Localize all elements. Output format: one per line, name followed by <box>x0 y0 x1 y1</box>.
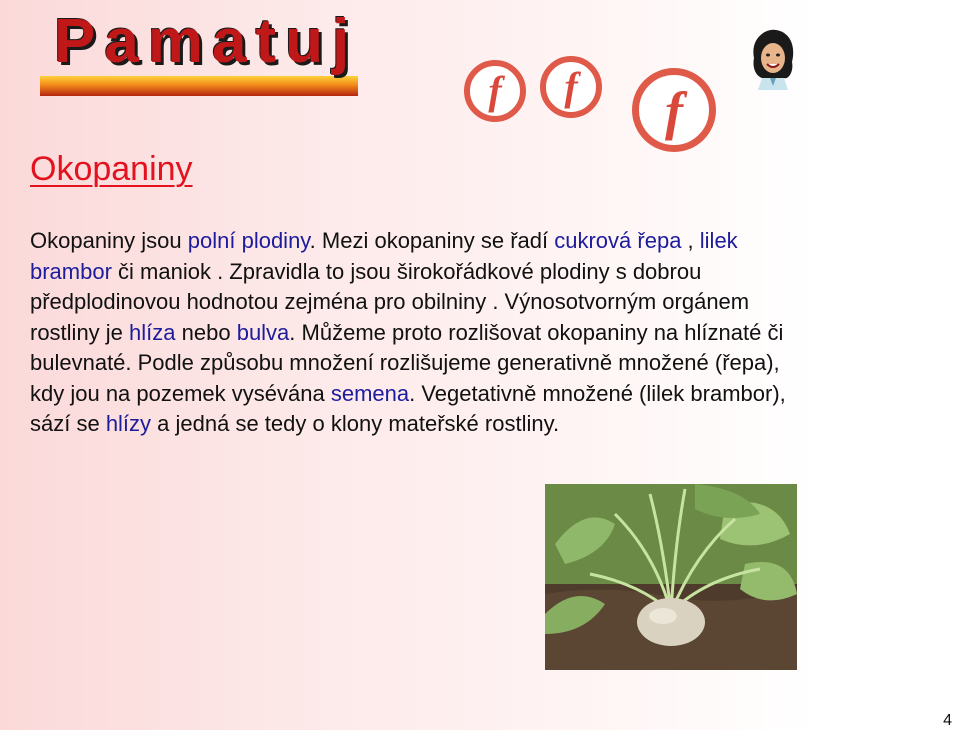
link-hlizy[interactable]: hlízy <box>105 411 152 436</box>
text-segment: . Mezi okopaniny se řadí <box>309 228 555 253</box>
teacher-avatar-icon <box>748 28 798 90</box>
page-number: 4 <box>943 712 952 729</box>
text-segment: či maniok . Zpravidla to jsou širokořádkové plodiny s dobrou předplodinovou hodnotou zejména pro obilniny . Výnosotvorným orgánem rostliny je <box>30 258 750 345</box>
text-segment: Okopaniny jsou <box>30 228 188 253</box>
link-semena[interactable]: semena <box>330 380 410 406</box>
f-badge-icon <box>540 56 602 118</box>
text-segment: , <box>681 228 700 253</box>
pamatuj-logo <box>40 6 360 96</box>
f-badge-letter: f <box>564 64 578 109</box>
link-lilek-brambor[interactable]: lilek brambor <box>30 228 738 284</box>
link-hliza[interactable]: hlíza <box>129 319 176 345</box>
text-segment: nebo <box>175 319 237 345</box>
page-title: Okopaniny <box>30 150 193 188</box>
text-segment: . Vegetativně množené (lilek brambor), sází se <box>30 380 786 436</box>
text-segment: . Můžeme proto rozlišovat okopaniny na hlíznaté či bulevnaté. Podle způsobu množení rozlišujeme generativně množené (řepa), kdy jou na pozemek vysévána <box>30 319 784 406</box>
flames-decoration <box>40 76 358 96</box>
body-paragraph <box>30 226 790 440</box>
text-segment: a jedná se tedy o klony mateřské rostliny. <box>151 411 560 436</box>
link-cukrova-repa[interactable]: cukrová řepa <box>554 228 682 253</box>
logo-text: Pamatuj <box>54 7 359 76</box>
sugar-beet-photo <box>545 484 797 670</box>
f-badge-letter: f <box>488 68 502 113</box>
link-bulva[interactable]: bulva <box>236 319 290 345</box>
f-badge-letter: f <box>665 81 683 141</box>
f-badge-icon <box>464 60 526 122</box>
link-polni-plodiny[interactable]: polní plodiny <box>187 228 310 253</box>
f-badge-icon <box>632 68 716 152</box>
